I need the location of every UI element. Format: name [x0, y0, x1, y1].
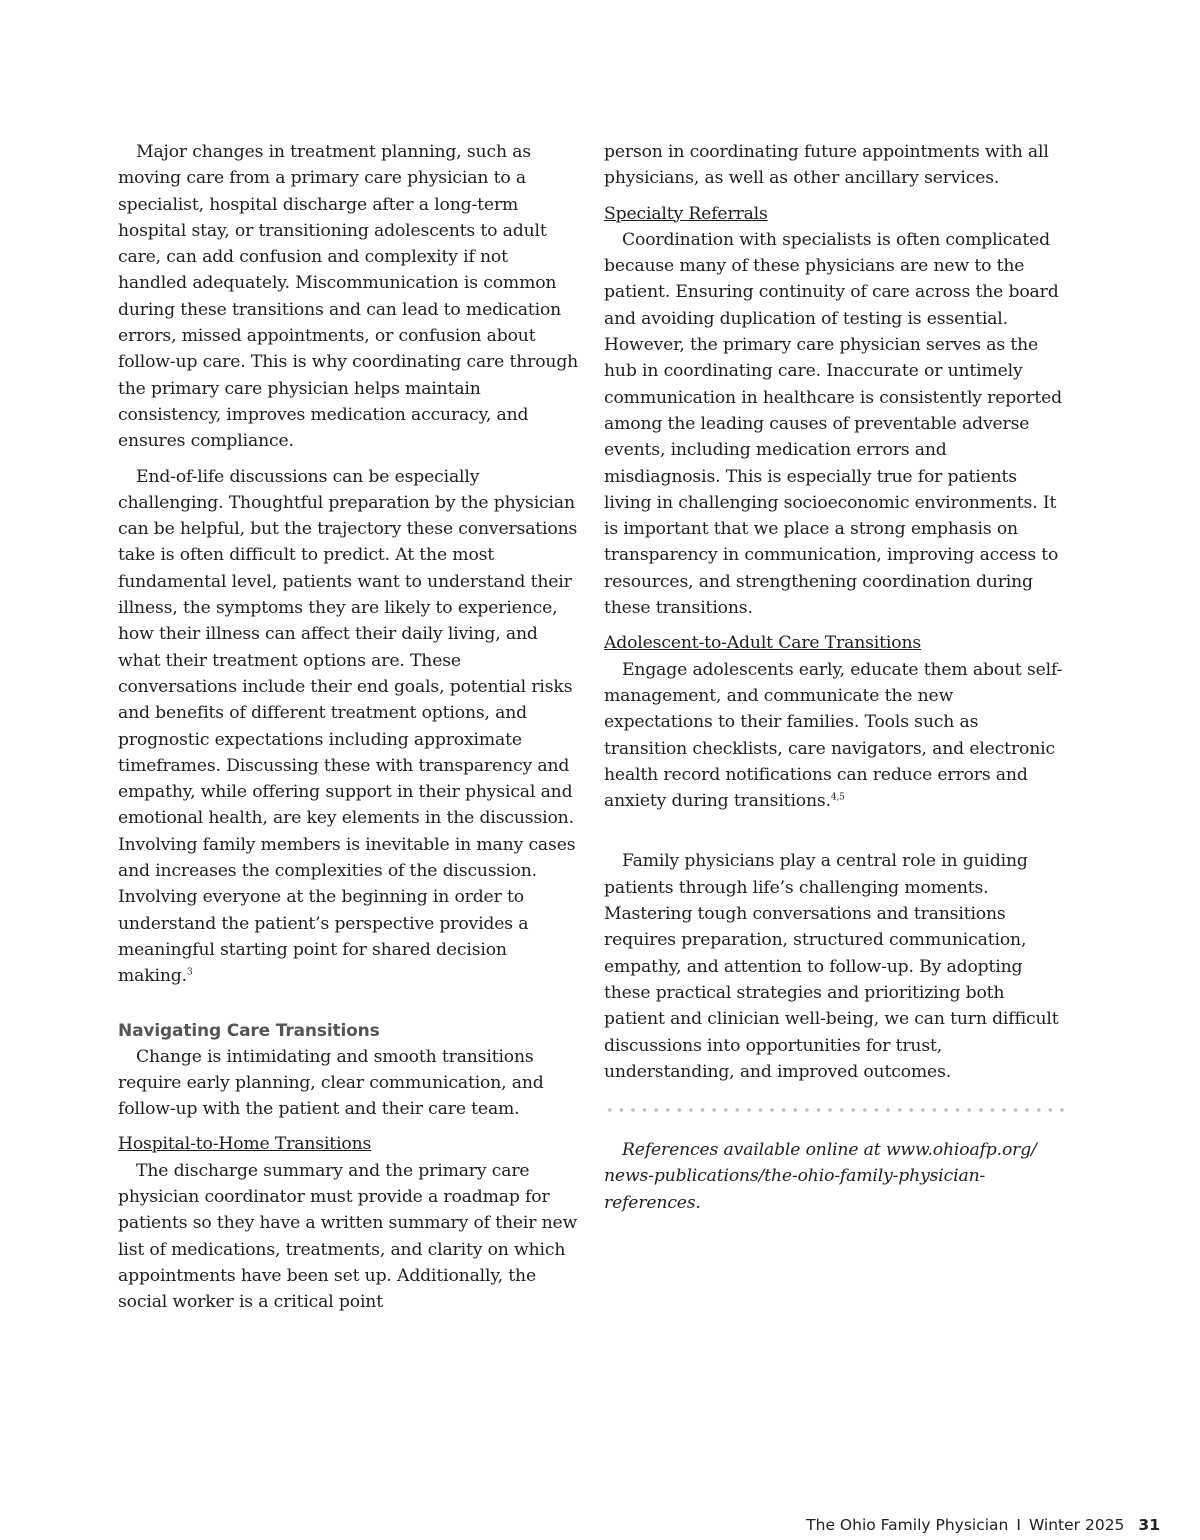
paragraph-care-planning: Major changes in treatment planning, such as moving care from a primary care physician to a specialist, hospital discharge after a long-term hospital stay, or transitioning adolescents to adult care, can add confusion and complexity if not handled adequately. Miscommunication is common during these transitions and can lead to medication errors, missed appointments, or confusion about follow-up care. This is why coordinating care through the primary care physician helps maintain consistency, improves medication accuracy, and ensures compliance. — [118, 142, 579, 452]
reference-superscript-2: 4,5 — [830, 792, 845, 803]
page-number: 31 — [1138, 1516, 1160, 1534]
paragraph-discharge-summary: The discharge summary and the primary care physician coordinator must provide a roadmap for patients so they have a written summary of their new list of medications, treatments, and clarity on which appointments have been set up. Additionally, the social worker is a critical point — [118, 1160, 578, 1313]
paragraph-specialty-coordination: Coordination with specialists is often complicated because many of these physicians are new to the patient. Ensuring continuity of care across the board and avoiding duplication of testing is essential. However, the primary care physician serves as the hub in coordinating care. Inaccurate or untimely communication in healthcare is consistently reported among the leading causes of preventable adverse events, including medication errors and misdiagnosis. This is especially true for patients living in challenging socioeconomic environments. It is important that we place a strong emphasis on transparency in communication, improving access to resources, and strengthening coordination during these transitions. — [604, 229, 1063, 619]
subheading-specialty-referrals: Specialty Referrals — [604, 203, 768, 224]
left-column — [118, 139, 580, 1315]
paragraph-end-of-life-text: End-of-life discussions can be especially challenging. Thoughtful preparation by the physician can be helpful, but the trajectory these conversations take is often difficult to predict. At the most fundamental level, patients want to understand their illness, the symptoms they are likely to experience, how their illness can affect their daily living, and what their treatment options are. These conversations include their end goals, potential risks and benefits of different treatment options, and prognostic expectations including approximate timeframes. Discussing these with transparency and empathy, while offering support in their physical and emotional health, are key elements in the discussion. Involving family members is inevitable in many cases and increases the complexities of the discussion. Involving everyone at the beginning in order to understand the patient’s perspective provides a meaningful starting point for shared decision making. — [118, 466, 578, 987]
paragraph-adolescent-text: Engage adolescents early, educate them about self-management, and communicate the new expectations to their families. Tools such as transition checklists, care navigators, and electronic health record notifications can reduce errors and anxiety during transitions. — [604, 659, 1063, 812]
footer-issue: Winter 2025 — [1028, 1516, 1125, 1534]
footer-publication: The Ohio Family Physician — [806, 1516, 1009, 1534]
paragraph-continuation: person in coordinating future appointments with all physicians, as well as other ancillary services. — [604, 142, 1049, 189]
references-note: References available online at www.ohioafp.org/ news-publications/the-ohio-family-physician-references. — [604, 1140, 1037, 1213]
paragraph-conclusion: Family physicians play a central role in guiding patients through life’s challenging moments. Mastering tough conversations and transitions requires preparation, structured communication, empathy, and attention to follow-up. By adopting these practical strategies and prioritizing both patient and clinician well-being, we can turn difficult discussions into opportunities for trust, understanding, and improved outcomes. — [604, 851, 1059, 1082]
right-column — [604, 139, 1066, 1216]
subheading-adolescent-to-adult: Adolescent-to-Adult Care Transitions — [604, 633, 922, 654]
dotted-divider — [604, 1107, 1066, 1113]
paragraph-end-of-life — [118, 464, 580, 990]
section-heading-navigating-care: Navigating Care Transitions — [118, 1020, 380, 1041]
footer-separator: I — [1016, 1516, 1021, 1534]
reference-superscript: 3 — [186, 967, 193, 978]
page-footer — [806, 1516, 1160, 1534]
paragraph-change-intro: Change is intimidating and smooth transitions require early planning, clear communication, and follow-up with the patient and their care team. — [118, 1046, 544, 1120]
paragraph-adolescent-transitions — [604, 657, 1066, 815]
subheading-hospital-to-home: Hospital-to-Home Transitions — [118, 1134, 372, 1155]
